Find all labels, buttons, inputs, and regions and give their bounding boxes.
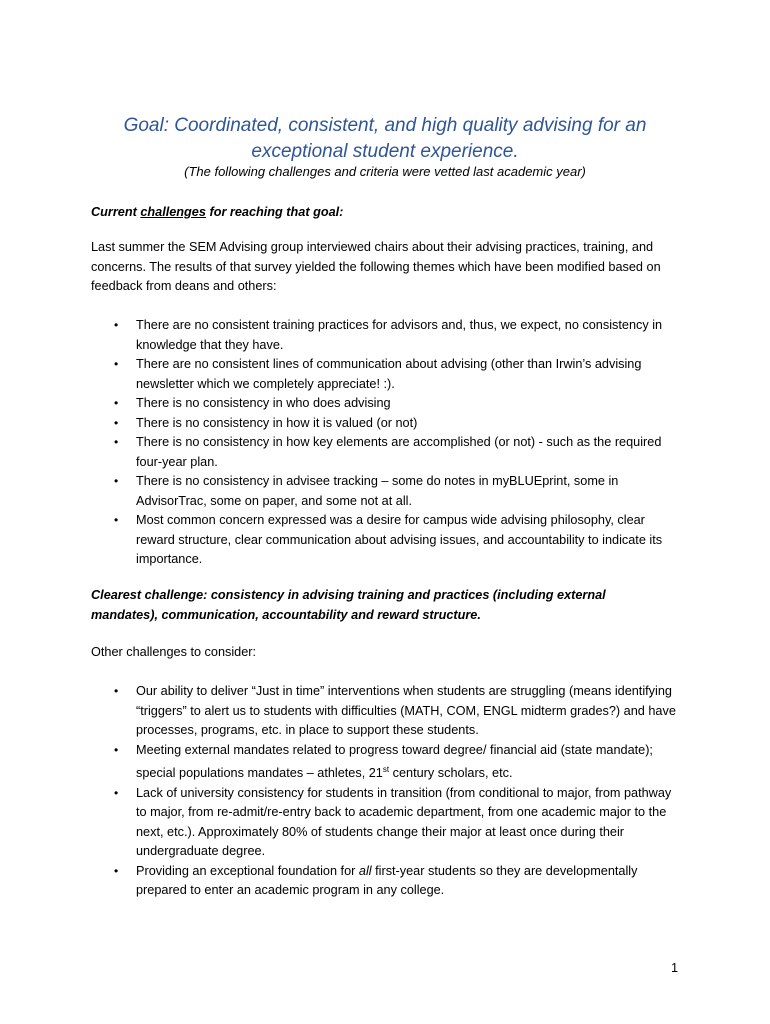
list-item-text: There are no consistent training practices for advisors and, thus, we expect, no consistency in knowledge that they have. <box>136 318 663 352</box>
list-item-text: There is no consistency in how it is valued (or not) <box>136 415 418 430</box>
bullet-icon: • <box>114 785 119 800</box>
list-item-text: Providing an exceptional foundation for <box>136 863 359 878</box>
list-item-text: Most common concern expressed was a desire for campus wide advising philosophy, clear reward structure, clear communication about advising issues, and accountability to indicate its importance. <box>136 513 663 566</box>
page-number: 1 <box>671 961 679 975</box>
current-challenges-heading <box>91 203 691 223</box>
list-item-text: Meeting external mandates related to progress toward degree/ financial aid (state mandate); special populations mandates – athletes, 21 <box>136 742 653 781</box>
superscript: st <box>382 765 390 774</box>
themes-list <box>91 316 666 570</box>
list-item <box>91 394 666 414</box>
list-item <box>91 355 666 394</box>
list-item <box>91 511 666 570</box>
list-item-text: first-year students so they are developmentally prepared to enter an academic program in any college. <box>136 863 638 898</box>
bullet-icon: • <box>114 474 119 488</box>
list-item-text: There is no consistency in how key elements are accomplished (or not) - such as the required four-year plan. <box>136 435 662 469</box>
other-challenges-list <box>91 682 681 901</box>
bullet-icon: • <box>114 863 119 878</box>
list-item-text: century scholars, etc. <box>389 766 513 781</box>
list-item-text: There is no consistency in who does advising <box>136 396 391 410</box>
emphasis-text: all <box>358 863 372 878</box>
bullet-icon: • <box>114 396 119 410</box>
list-item-text: Our ability to deliver “Just in time” interventions when students are struggling (means identifying “triggers” to alert us to students with difficulties (MATH, COM, ENGL midterm grades?) and have processes, programs, etc. in place to support these students. <box>136 684 676 737</box>
title-line-2: exceptional student experience. <box>251 141 519 162</box>
bullet-icon: • <box>114 435 119 449</box>
bullet-icon: • <box>114 415 119 430</box>
list-item <box>91 784 681 862</box>
list-item-text: There are no consistent lines of communication about advising (other than Irwin’s advising newsletter which we completely appreciate! :). <box>136 357 642 391</box>
heading-text: Current <box>91 205 141 219</box>
list-item <box>91 316 666 355</box>
heading-underlined-text: challenges <box>140 205 206 219</box>
list-item-text: Lack of university consistency for students in transition (from conditional to major, from pathway to major, from re-admit/re-entry back to academic department, from one academic major to the next, etc.). Approximately 80% of students change their major at least once during their undergraduate degree. <box>136 785 672 859</box>
list-item <box>91 862 681 901</box>
heading-text: for reaching that goal: <box>205 205 344 219</box>
list-item <box>91 741 681 784</box>
other-challenges-heading: Other challenges to consider: <box>91 645 257 659</box>
list-item <box>91 682 681 741</box>
bullet-icon: • <box>114 357 119 371</box>
bullet-icon: • <box>114 742 119 757</box>
bullet-icon: • <box>114 513 119 527</box>
list-item <box>91 472 666 511</box>
list-item-text: There is no consistency in advisee tracking – some do notes in myBLUEprint, some in AdvisorTrac, some on paper, and some not at all. <box>136 474 619 508</box>
clearest-challenge-heading: Clearest challenge: consistency in advising training and practices (including external mandates), communication, accountability and reward structure. <box>91 588 606 622</box>
intro-paragraph: Last summer the SEM Advising group interviewed chairs about their advising practices, training, and concerns. The results of that survey yielded the following themes which have been modified based on feedback from deans and others: <box>91 240 661 293</box>
bullet-icon: • <box>114 684 119 698</box>
list-item <box>91 414 666 434</box>
bullet-icon: • <box>114 318 119 332</box>
document-subtitle: (The following challenges and criteria were vetted last academic year) <box>184 164 586 179</box>
list-item <box>91 433 666 472</box>
document-title <box>90 113 680 165</box>
title-line-1: Goal: Coordinated, consistent, and high quality advising for an <box>123 115 647 136</box>
